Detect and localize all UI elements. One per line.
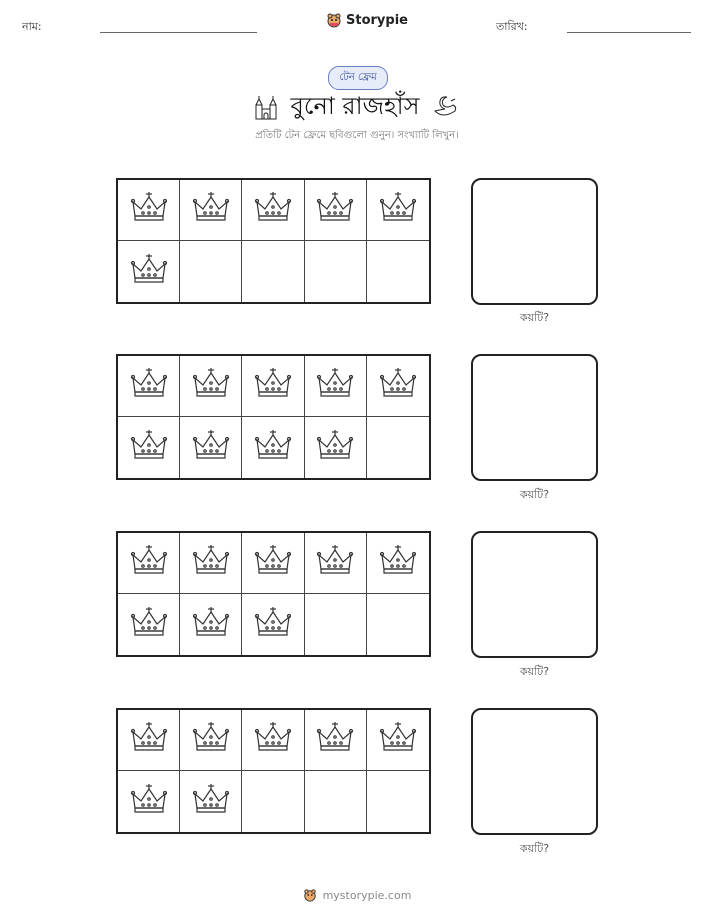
- crown-icon: [316, 366, 354, 406]
- frame-cell: [242, 594, 304, 655]
- crown-icon: [316, 190, 354, 230]
- crown-icon: [130, 605, 168, 645]
- answer-label-3: কয়টি?: [519, 665, 550, 678]
- crown-icon: [316, 543, 354, 583]
- frame-cell: [367, 594, 429, 655]
- frame-cell: [305, 417, 367, 478]
- footer-url: mystorypie.com: [322, 888, 412, 902]
- crown-icon: [316, 720, 354, 760]
- crown-icon: [379, 366, 417, 406]
- frame-cell: [367, 771, 429, 832]
- frame-cell: [180, 594, 242, 655]
- frame-cell: [305, 241, 367, 302]
- frame-cell: [180, 710, 242, 771]
- frame-cell: [118, 594, 180, 655]
- crown-icon: [130, 782, 168, 822]
- crown-icon: [192, 190, 230, 230]
- frame-cell: [180, 417, 242, 478]
- crown-icon: [379, 190, 417, 230]
- crown-icon: [192, 366, 230, 406]
- footer: [0, 888, 714, 902]
- crown-icon: [192, 543, 230, 583]
- frame-cell: [305, 594, 367, 655]
- frame-cell: [305, 710, 367, 771]
- crown-icon: [254, 605, 292, 645]
- storypie-mascot-icon: [303, 888, 317, 902]
- answer-label-2: কয়টি?: [519, 488, 550, 501]
- crown-icon: [192, 782, 230, 822]
- answer-box-2[interactable]: [471, 354, 598, 481]
- instructions: প্রতিটি টেন ফ্রেমে ছবিগুলো গুনুন। সংখ্যাটি লিখুন।: [255, 130, 459, 141]
- frame-cell: [118, 533, 180, 594]
- ten-frame-1: [116, 178, 431, 304]
- frame-cell: [367, 241, 429, 302]
- frame-cell: [118, 180, 180, 241]
- frame-cell: [305, 771, 367, 832]
- ten-frame-4: [116, 708, 431, 834]
- ten-frame-2: [116, 354, 431, 480]
- frame-cell: [180, 533, 242, 594]
- crown-icon: [130, 366, 168, 406]
- frame-cell: [305, 356, 367, 417]
- crown-icon: [254, 366, 292, 406]
- crown-icon: [130, 190, 168, 230]
- crown-icon: [254, 720, 292, 760]
- frame-cell: [118, 356, 180, 417]
- answer-box-4[interactable]: [471, 708, 598, 835]
- frame-cell: [367, 533, 429, 594]
- crown-icon: [192, 720, 230, 760]
- answer-label-4: কয়টি?: [519, 842, 550, 855]
- crown-icon: [254, 190, 292, 230]
- frame-cell: [305, 180, 367, 241]
- frame-cell: [118, 771, 180, 832]
- page-title-row: [0, 88, 714, 128]
- answer-box-3[interactable]: [471, 531, 598, 658]
- crown-icon: [130, 252, 168, 292]
- page-title: বুনো রাজহাঁস: [290, 92, 420, 120]
- frame-cell: [118, 241, 180, 302]
- frame-cell: [242, 710, 304, 771]
- name-label: নাম:: [22, 20, 42, 33]
- brand-name: Storypie: [346, 12, 408, 28]
- answer-box-1[interactable]: [471, 178, 598, 305]
- crown-icon: [254, 428, 292, 468]
- frame-cell: [242, 180, 304, 241]
- date-label: তারিখ:: [496, 20, 528, 33]
- crown-icon: [130, 543, 168, 583]
- frame-cell: [242, 533, 304, 594]
- castle-icon: [253, 95, 279, 121]
- frame-cell: [367, 417, 429, 478]
- frame-cell: [180, 771, 242, 832]
- frame-cell: [305, 533, 367, 594]
- crown-icon: [379, 720, 417, 760]
- crown-icon: [192, 605, 230, 645]
- frame-cell: [180, 241, 242, 302]
- frame-cell: [367, 710, 429, 771]
- frame-cell: [242, 241, 304, 302]
- name-field[interactable]: [100, 32, 257, 33]
- brand-logo: [326, 12, 408, 28]
- crown-icon: [379, 543, 417, 583]
- frame-cell: [242, 417, 304, 478]
- frame-cell: [118, 417, 180, 478]
- crown-icon: [130, 720, 168, 760]
- frame-cell: [180, 356, 242, 417]
- date-field[interactable]: [567, 32, 691, 33]
- ten-frame-3: [116, 531, 431, 657]
- crown-icon: [316, 428, 354, 468]
- topic-badge: টেন ফ্রেম: [328, 66, 388, 90]
- storypie-mascot-icon: [326, 12, 342, 28]
- swan-icon: [431, 95, 461, 121]
- answer-label-1: কয়টি?: [519, 311, 550, 324]
- frame-cell: [118, 710, 180, 771]
- frame-cell: [242, 356, 304, 417]
- crown-icon: [192, 428, 230, 468]
- frame-cell: [180, 180, 242, 241]
- frame-cell: [367, 356, 429, 417]
- frame-cell: [367, 180, 429, 241]
- frame-cell: [242, 771, 304, 832]
- crown-icon: [130, 428, 168, 468]
- crown-icon: [254, 543, 292, 583]
